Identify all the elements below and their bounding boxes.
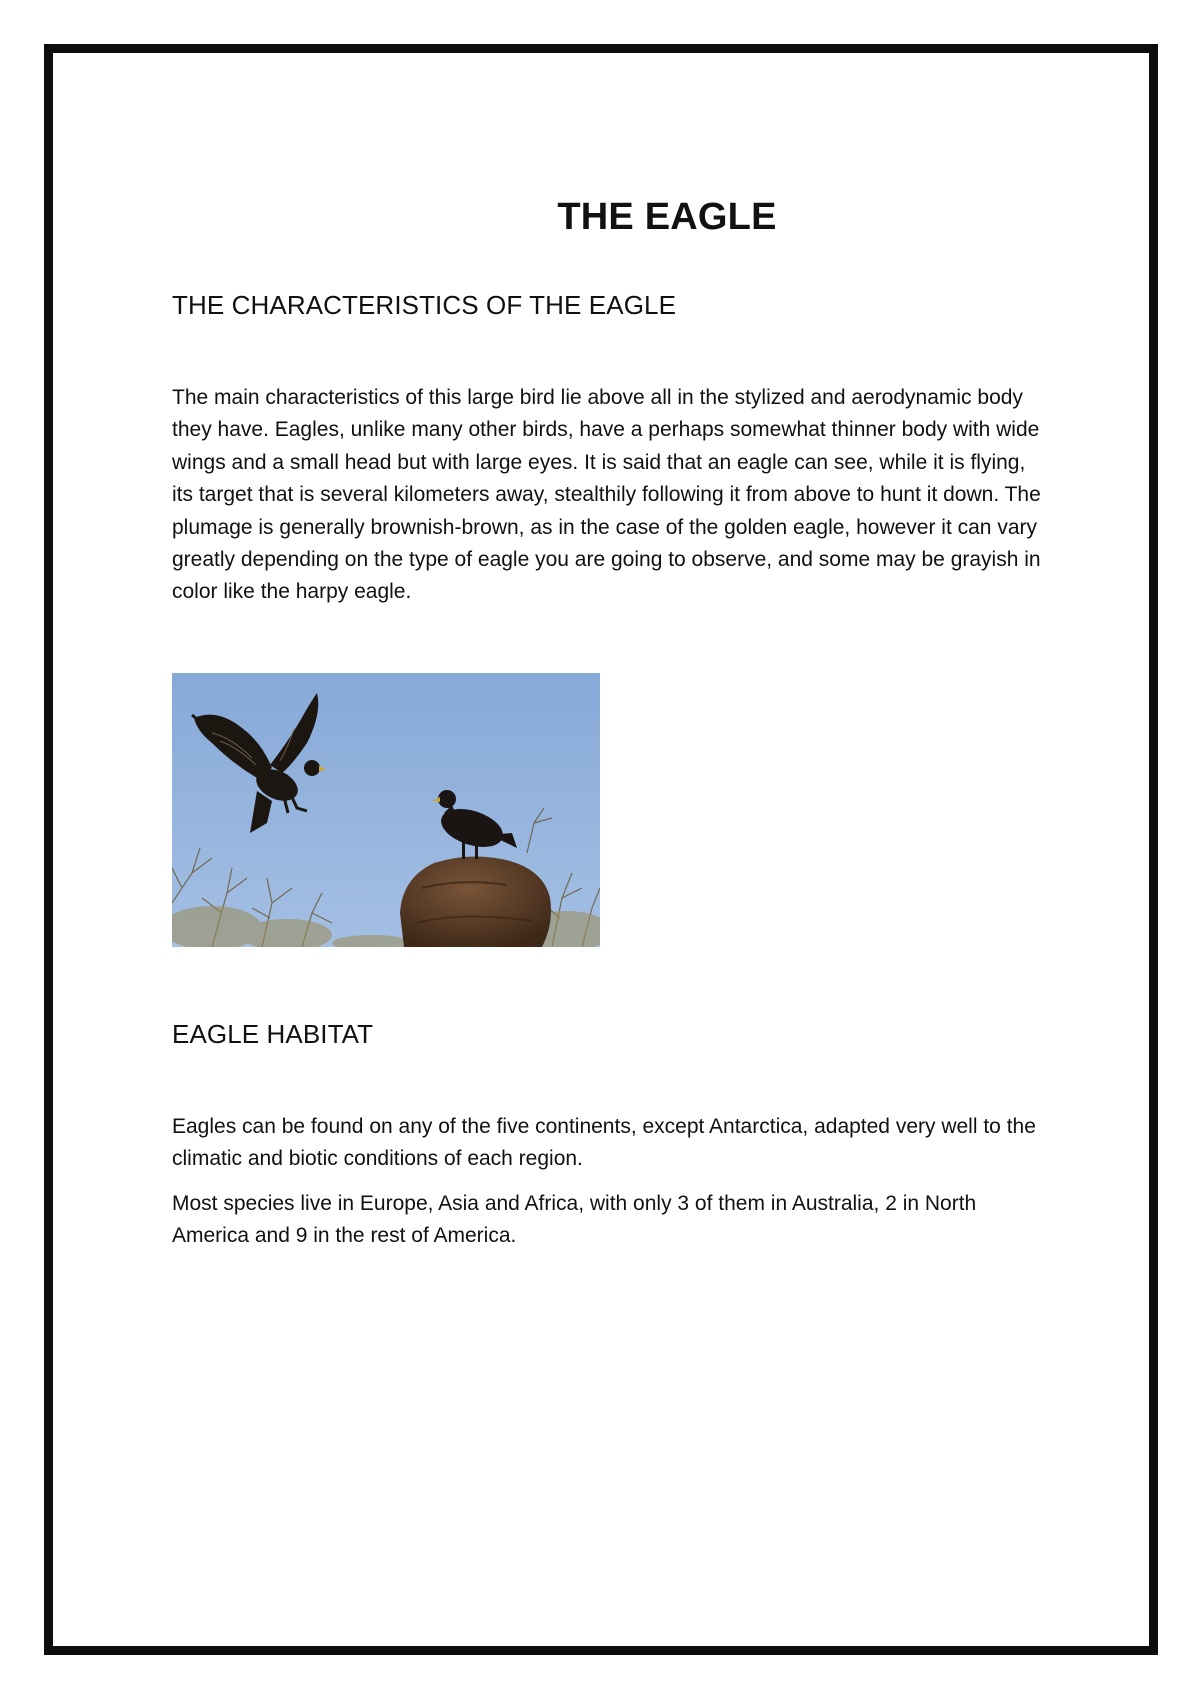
rock: [400, 856, 551, 947]
habitat-paragraph-1: Eagles can be found on any of the five continents, except Antarctica, adapted very well to the climatic and biotic conditions of each region.: [172, 1114, 1036, 1171]
section-heading-characteristics: THE CHARACTERISTICS OF THE EAGLE: [172, 290, 677, 320]
habitat-paragraph-2: Most species live in Europe, Asia and Africa, with only 3 of them in Australia, 2 in North America and 9 in the rest of America.: [172, 1191, 977, 1248]
eagles-photo: [172, 673, 600, 947]
characteristics-paragraph: The main characteristics of this large bird lie above all in the stylized and aerodynamic body they have. Eagles, unlike many other birds, have a perhaps somewhat thinner body with wide wings and a small head but with large eyes. It is said that an eagle can see, while it is flying, its target that is several kilometers away, stealthily following it from above to hunt it down. The plumage is generally brownish-brown, as in the case of the golden eagle, however it can vary greatly depending on the type of eagle you are going to observe, and some may be grayish in color like the harpy eagle.: [172, 386, 1041, 604]
document-content: [172, 196, 1052, 1252]
section-heading-habitat: EAGLE HABITAT: [172, 1018, 374, 1049]
page-title: THE EAGLE: [557, 196, 777, 238]
